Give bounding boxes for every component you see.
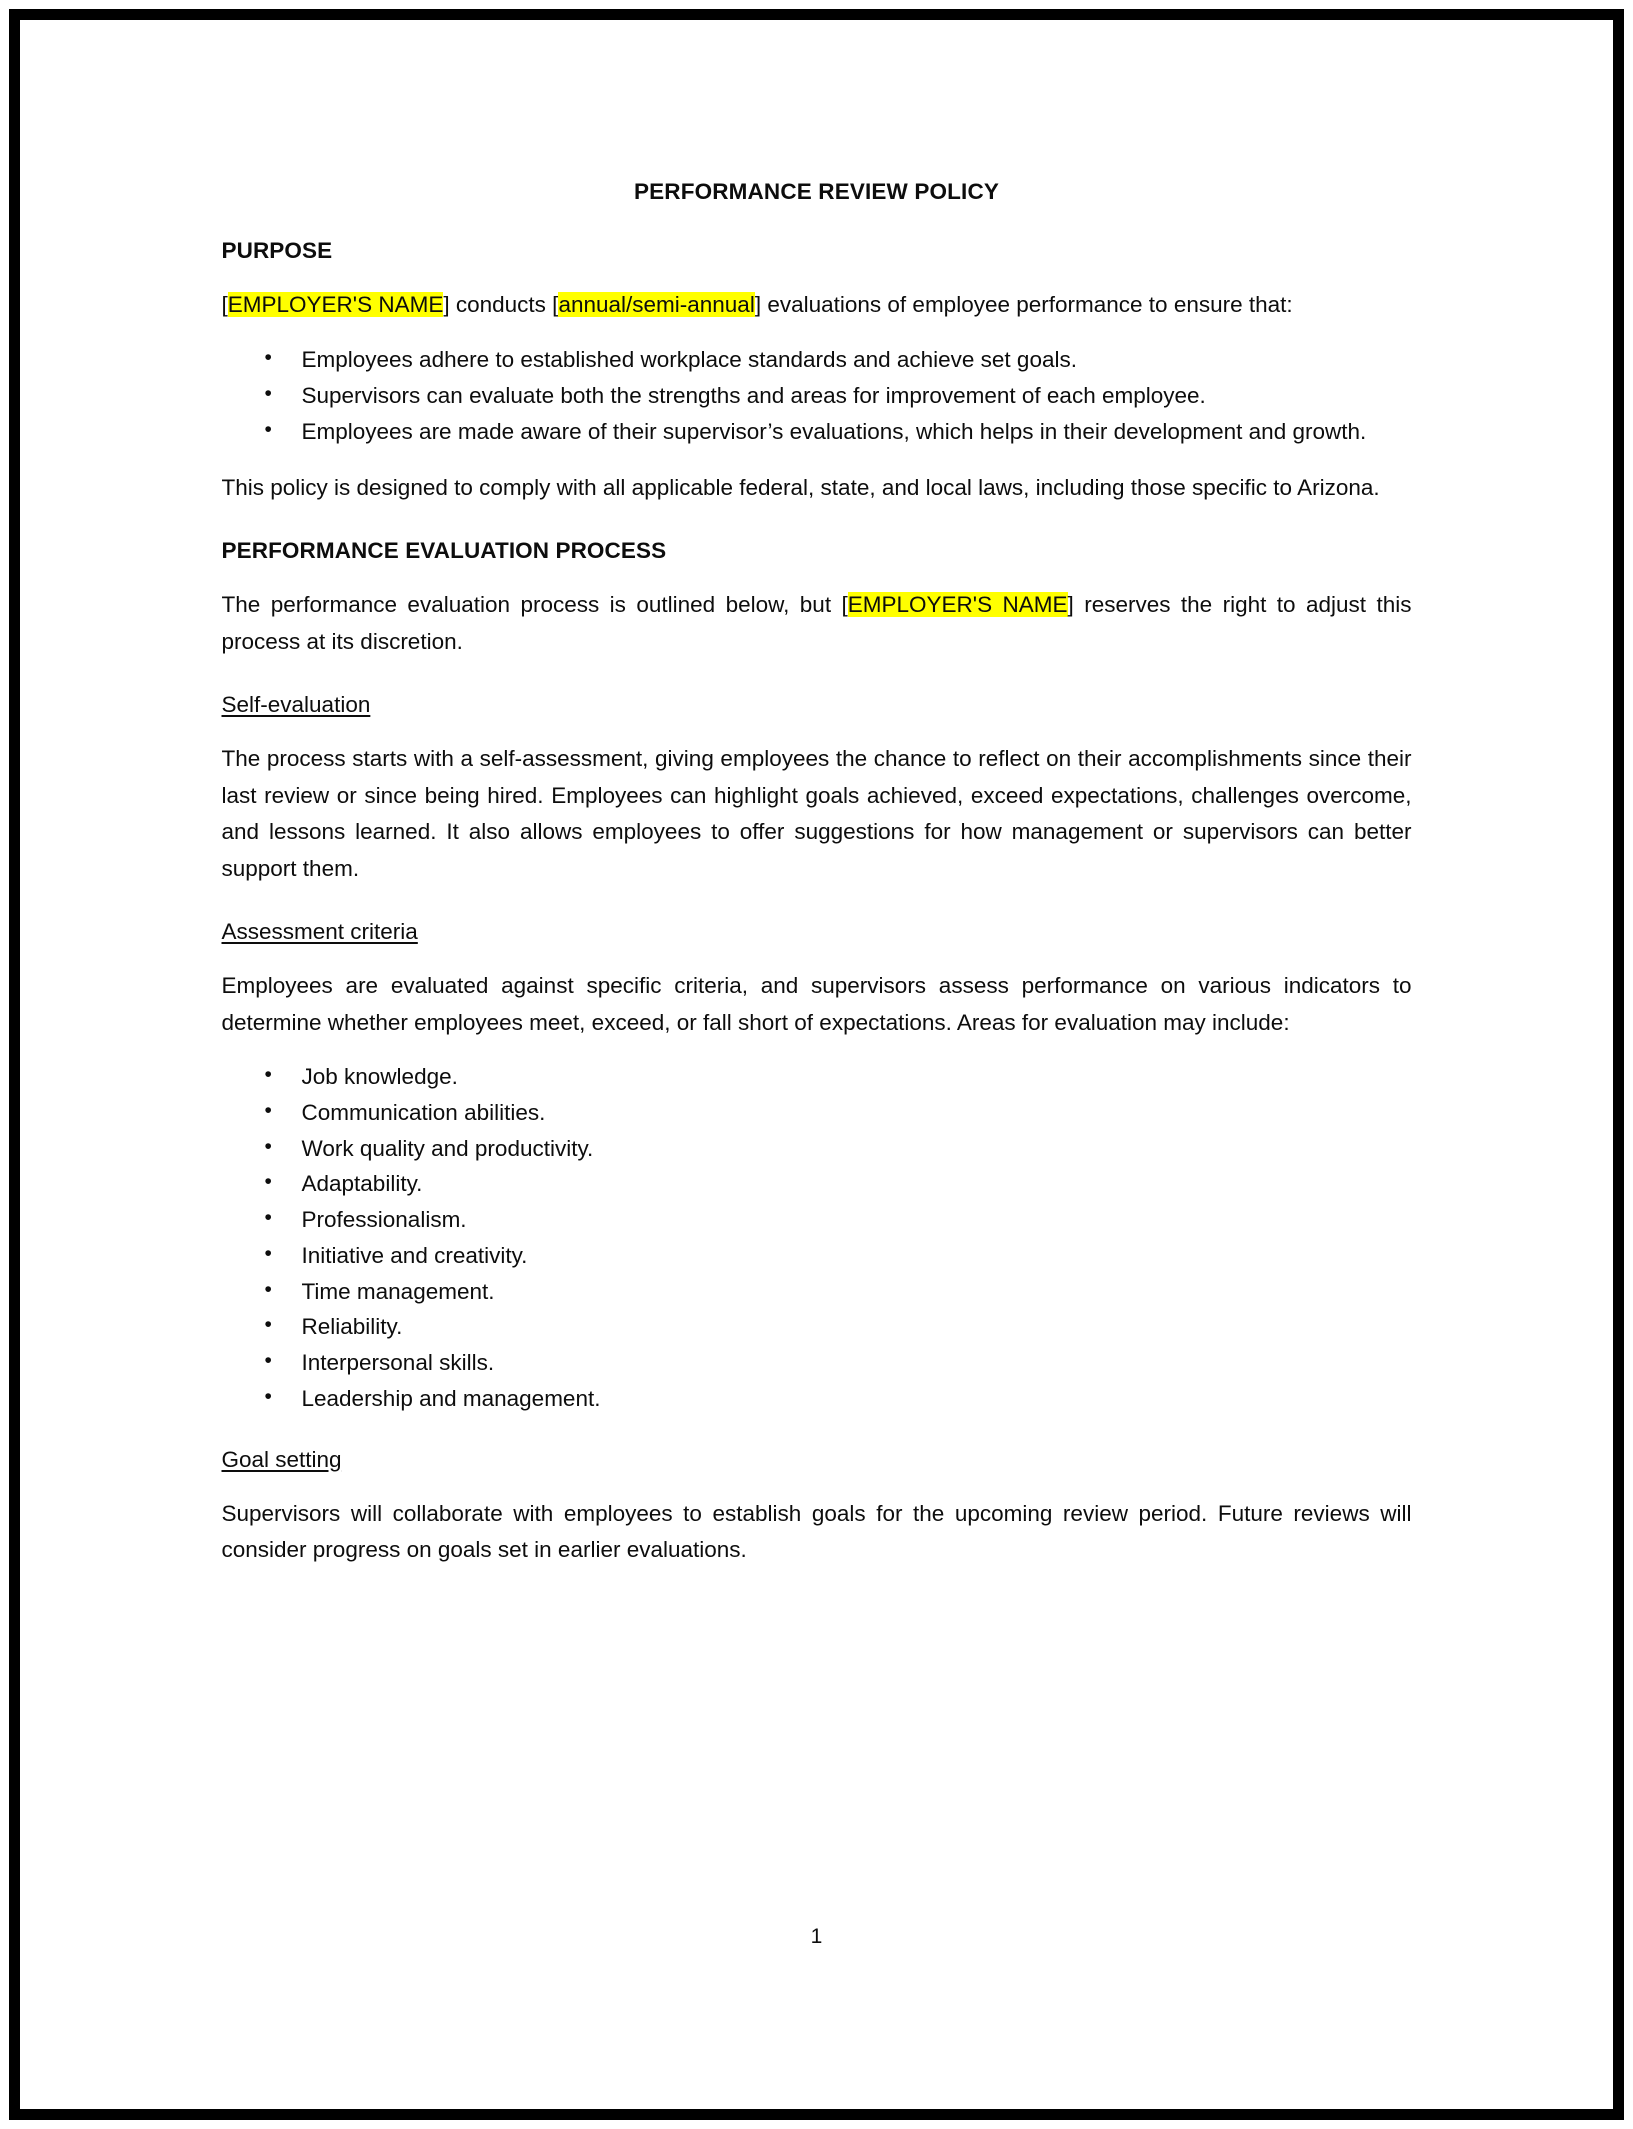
list-item: • Professionalism. xyxy=(222,1204,1412,1236)
purpose-intro-paragraph xyxy=(222,287,1412,323)
document-title: PERFORMANCE REVIEW POLICY xyxy=(633,179,1000,204)
sub-heading-goal-setting: Goal setting xyxy=(221,1446,342,1472)
purpose-bullet-list xyxy=(222,344,1412,448)
highlight-employers-name-1: EMPLOYER'S NAME xyxy=(227,292,444,318)
document-content xyxy=(222,236,1412,1569)
sub-heading-assessment-criteria-wrap xyxy=(222,917,1412,946)
document-page-frame xyxy=(9,9,1624,2120)
page-number: 1 xyxy=(810,1925,823,1948)
list-item: • Leadership and management. xyxy=(222,1383,1412,1415)
list-item: • Initiative and creativity. xyxy=(222,1240,1412,1272)
list-item: • Interpersonal skills. xyxy=(222,1347,1412,1379)
section-heading-purpose: PURPOSE xyxy=(221,238,333,264)
evaluation-intro-prefix: The performance evaluation process is outlined below, but [ xyxy=(221,592,848,618)
evaluation-intro-suffix: ] reserves the right to adjust this process at its discretion. xyxy=(221,592,1412,654)
assessment-criteria-bullet-list xyxy=(222,1061,1412,1414)
highlight-employers-name-2: EMPLOYER'S NAME xyxy=(847,592,1068,618)
self-evaluation-paragraph: The process starts with a self-assessment, giving employees the chance to reflect on their accomplishments since their last review or since being hired. Employees can highlight goals achieved, exceed expectations, challenges overcome, and lessons learned. It also allows employees to offer suggestions for how management or supervisors can better support them. xyxy=(221,746,1412,881)
list-item: • Employees adhere to established workplace standards and achieve set goals. xyxy=(222,344,1412,376)
bracket-open: [ xyxy=(221,292,228,318)
evaluation-process-intro-paragraph xyxy=(222,587,1412,660)
compliance-paragraph: This policy is designed to comply with all applicable federal, state, and local laws, including those specific to Arizona. xyxy=(221,474,1380,500)
list-item: • Time management. xyxy=(222,1276,1412,1308)
intro-suffix-text: ] evaluations of employee performance to ensure that: xyxy=(754,292,1293,318)
list-item: • Reliability. xyxy=(222,1311,1412,1343)
sub-heading-self-evaluation: Self-evaluation xyxy=(221,692,371,718)
assessment-criteria-paragraph: Employees are evaluated against specific criteria, and supervisors assess performance on various indicators to determine whether employees meet, exceed, or fall short of expectations. Areas for evaluation may include: xyxy=(221,973,1412,1035)
list-item: • Communication abilities. xyxy=(222,1097,1412,1129)
intro-mid-text: ] conducts [ xyxy=(443,292,559,318)
list-item: • Supervisors can evaluate both the strengths and areas for improvement of each employee. xyxy=(222,380,1412,412)
goal-setting-paragraph: Supervisors will collaborate with employees to establish goals for the upcoming review period. Future reviews will consider progress on goals set in earlier evaluations. xyxy=(221,1500,1412,1563)
list-item: • Work quality and productivity. xyxy=(222,1133,1412,1165)
sub-heading-assessment-criteria: Assessment criteria xyxy=(221,919,418,945)
highlight-annual-semi-annual: annual/semi-annual xyxy=(558,292,755,318)
list-item: • Job knowledge. xyxy=(222,1061,1412,1093)
section-heading-evaluation-process: PERFORMANCE EVALUATION PROCESS xyxy=(221,538,667,564)
sub-heading-self-evaluation-wrap xyxy=(222,690,1412,719)
sub-heading-goal-setting-wrap xyxy=(222,1445,1412,1474)
list-item: • Employees are made aware of their supervisor’s evaluations, which helps in their development and growth. xyxy=(222,416,1412,448)
list-item: • Adaptability. xyxy=(222,1168,1412,1200)
document-page-body xyxy=(20,20,1613,2109)
